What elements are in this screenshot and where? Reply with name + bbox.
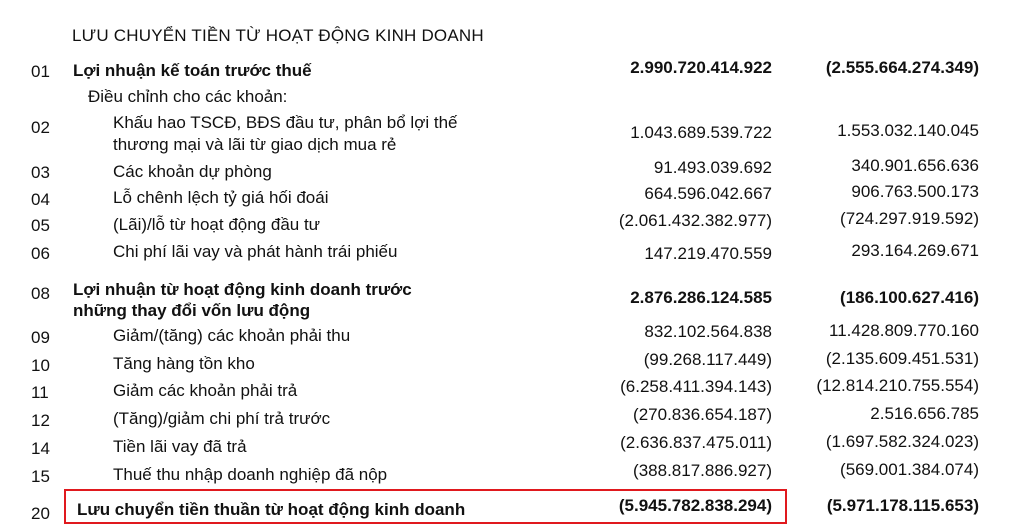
value-prior: 340.901.656.636	[851, 156, 979, 175]
value-current: (2.636.837.475.011)	[620, 433, 772, 452]
row-label: Thuế thu nhập doanh nghiệp đã nộp	[113, 465, 388, 484]
row-code: 15	[31, 467, 50, 486]
row-label: Tiền lãi vay đã trả	[113, 437, 247, 456]
row-label-line1: Lợi nhuận từ hoạt động kinh doanh trước	[73, 280, 412, 299]
row-label: (Lãi)/lỗ từ hoạt động đầu tư	[113, 215, 321, 234]
value-current: 2.876.286.124.585	[630, 288, 772, 307]
value-prior: (186.100.627.416)	[840, 288, 979, 307]
value-current: 91.493.039.692	[653, 158, 772, 177]
value-current: 1.043.689.539.722	[630, 123, 772, 142]
row-label: (Tăng)/giảm chi phí trả trước	[113, 409, 331, 428]
row-label: Giảm/(tăng) các khoản phải thu	[113, 326, 351, 345]
row-code: 03	[31, 163, 50, 182]
value-prior: 906.763.500.173	[851, 182, 979, 201]
value-current: 832.102.564.838	[644, 322, 772, 341]
adjustments-note: Điều chỉnh cho các khoản:	[88, 87, 288, 106]
value-prior: 2.516.656.785	[870, 404, 979, 423]
value-prior: 1.553.032.140.045	[837, 121, 979, 140]
value-current: (2.061.432.382.977)	[618, 211, 772, 230]
row-label-line2: những thay đổi vốn lưu động	[73, 301, 311, 320]
value-current: (5.945.782.838.294)	[618, 496, 772, 515]
row-label: Chi phí lãi vay và phát hành trái phiếu	[113, 242, 398, 261]
row-code: 10	[31, 356, 50, 375]
row-code: 05	[31, 216, 50, 235]
row-label: Lưu chuyển tiền thuần từ hoạt động kinh doanh	[77, 500, 466, 519]
row-code: 08	[31, 284, 50, 303]
row-label: Lỗ chênh lệch tỷ giá hối đoái	[113, 188, 329, 207]
row-code: 14	[31, 439, 50, 458]
row-label-line2: thương mại và lãi từ giao dịch mua rẻ	[113, 135, 397, 154]
row-label-line1: Khấu hao TSCĐ, BĐS đầu tư, phân bổ lợi thế	[113, 113, 458, 132]
value-prior: 293.164.269.671	[851, 241, 979, 260]
value-prior: (2.135.609.451.531)	[825, 349, 979, 368]
row-code: 09	[31, 328, 50, 347]
value-current: (270.836.654.187)	[633, 405, 772, 424]
row-code: 20	[31, 504, 50, 523]
row-code: 12	[31, 411, 50, 430]
value-prior: 11.428.809.770.160	[829, 321, 979, 340]
value-prior: (5.971.178.115.653)	[826, 496, 979, 515]
value-current: 147.219.470.559	[644, 244, 772, 263]
value-current: (6.258.411.394.143)	[620, 377, 772, 396]
row-label: Tăng hàng tồn kho	[113, 354, 255, 373]
row-code: 11	[31, 383, 49, 402]
section-title: LƯU CHUYỂN TIỀN TỪ HOẠT ĐỘNG KINH DOANH	[72, 26, 484, 45]
value-prior: (12.814.210.755.554)	[816, 376, 979, 395]
value-prior: (724.297.919.592)	[840, 209, 979, 228]
value-current: 2.990.720.414.922	[630, 58, 772, 77]
row-code: 06	[31, 244, 50, 263]
value-prior: (2.555.664.274.349)	[825, 58, 979, 77]
row-label: Các khoản dự phòng	[113, 162, 272, 181]
row-code: 02	[31, 118, 50, 137]
row-label: Lợi nhuận kế toán trước thuế	[73, 61, 312, 80]
row-label: Giảm các khoản phải trả	[113, 381, 298, 400]
value-current: (388.817.886.927)	[633, 461, 772, 480]
value-current: (99.268.117.449)	[643, 350, 772, 369]
row-code: 04	[31, 190, 50, 209]
value-prior: (1.697.582.324.023)	[825, 432, 979, 451]
value-prior: (569.001.384.074)	[840, 460, 979, 479]
value-current: 664.596.042.667	[644, 184, 772, 203]
row-code: 01	[31, 62, 50, 81]
highlight-box	[64, 489, 787, 524]
